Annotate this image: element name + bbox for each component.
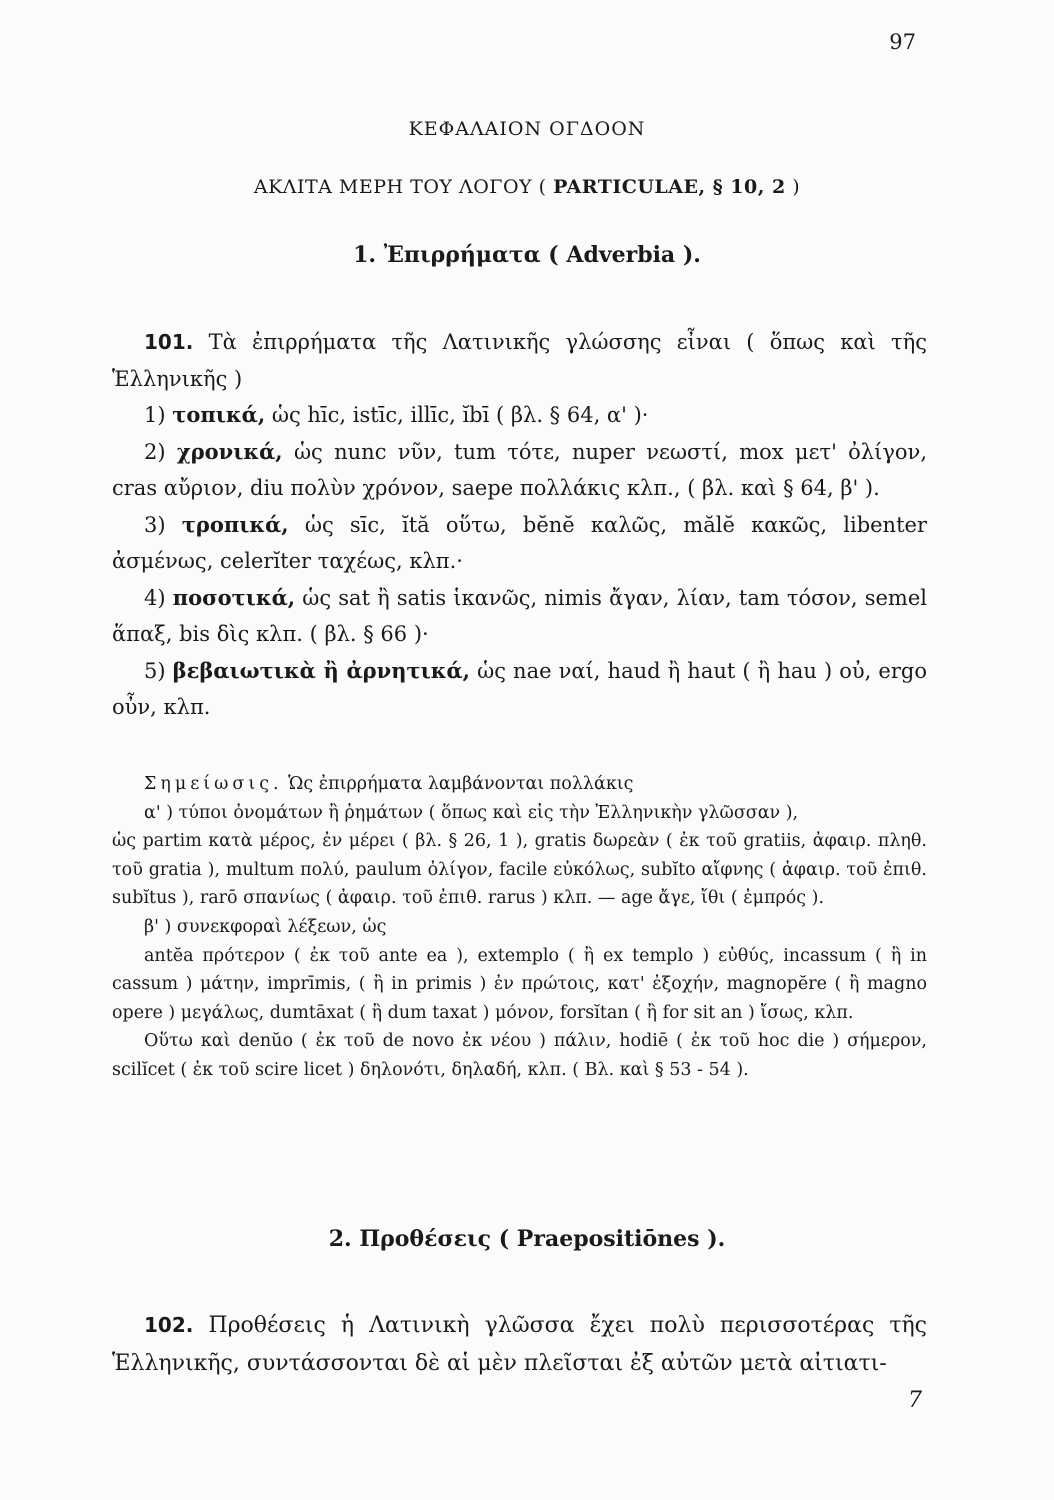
list-item [112,397,927,434]
paragraph-102 [112,1306,927,1383]
list-item-text: ὡς hīc, istīc, illīc, ĭbī ( βλ. § 64, α' )· [265,403,649,427]
list-item [112,580,927,653]
chapter-subtitle-greek: ΑΚΛΙΤΑ ΜΕΡΗ ΤΟΥ ΛΟΓΟΥ ( [253,176,547,198]
list-item-text: ὡς sat ἢ satis ἱκανῶς, nimis ἄγαν, λίαν, tam τόσον, semel ἅπαξ, bis δὶς κλπ. ( βλ. § 66 )· [112,585,927,646]
list-item [112,507,927,580]
list-item-term: τοπικά, [172,402,266,427]
signature-mark: 7 [908,1388,922,1413]
list-item-term: χρονικά, [176,438,283,464]
list-item [112,653,927,726]
chapter-subtitle-close: ) [792,176,801,198]
paragraph-number: 101. [144,330,194,354]
list-item-term: βεβαιωτικὰ ἢ ἀρνητικά, [172,657,470,683]
list-item-text: ὡς nae ναί, haud ἢ haut ( ἢ hau ) οὐ, ergo οὖν, κλπ. [112,658,927,719]
section-heading-adverbia: 1. Ἐπιρρήματα ( Adverbia ). [353,242,701,268]
list-item-number: 4) [144,585,166,610]
list-item-number: 1) [144,403,166,427]
list-item-number: 5) [144,658,166,683]
paragraph-text: Τὰ ἐπιρρήματα τῆς Λατινικῆς γλώσσης εἶναι ( ὅπως καὶ τῆς Ἑλληνικῆς ) [112,330,927,391]
paragraph-text: Προθέσεις ἡ Λατινικὴ γλῶσσα ἔχει πολὺ περισσοτέρας τῆς Ἑλληνικῆς, συντάσσονται δὲ αἱ μὲν πλεῖσται ἐξ αὐτῶν μετὰ αἰτιατι- [112,1313,927,1376]
list-item-term: τροπικά, [181,511,289,537]
list-item [112,434,927,507]
chapter-title: ΚΕΦΑΛΑΙΟΝ ΟΓΔΟΟΝ [408,118,646,140]
note-block [112,770,927,1085]
note-a-text: ὡς partim κατὰ μέρος, ἐν μέρει ( βλ. § 26, 1 ), gratis δωρεὰν ( ἐκ τοῦ gratiis, ἀφαιρ. πληθ. τοῦ gratia ), multum πολύ, paulum ὀλίγον, facile εὐκόλως, subĭto αἴφνης ( ἀφαιρ. τοῦ ἐπιθ. subĭtus ), rarō σπανίως ( ἀφαιρ. τοῦ ἐπιθ. rarus ) κλπ. — age ἄγε, ἴθι ( ἐμπρός ). [112,831,927,909]
list-item-number: 3) [144,512,166,537]
chapter-subtitle [0,176,1054,198]
list-item-term: ποσοτικά, [172,584,296,610]
list-item-text: ὡς sīc, ĭtă οὕτω, bĕnĕ καλῶς, mălĕ κακῶς, libenter ἀσμένως, celerĭter ταχέως, κλπ.· [112,512,927,573]
note-b-text: antĕa πρότερον ( ἐκ τοῦ ante ea ), extemplo ( ἢ ex templo ) εὐθύς, incassum ( ἢ in cassum ) μάτην, imprīmis, ( ἢ in primis ) ἐν πρώτοις, κατ' ἐξοχήν, magnopĕre ( ἢ magno opere ) μεγάλως, dumtāxat ( ἢ dum taxat ) μόνον, forsĭtan ( ἢ for sit an ) ἴσως, κλπ. [112,945,927,1023]
paragraph-101 [112,324,927,726]
list-item-text: ὡς nunc νῦν, tum τότε, nuper νεωστί, mox μετ' ὀλίγον, cras αὔριον, diu πολὺν χρόνον, saepe πολλάκις κλπ., ( βλ. καὶ § 64, β' ). [112,439,927,500]
list-item-number: 2) [144,439,166,464]
paragraph-101-intro [112,324,927,397]
note-b-heading: β' ) συνεκφοραὶ λέξεων, ὡς [144,916,387,937]
note-intro [112,770,927,799]
note-a-heading: α' ) τύποι ὀνομάτων ἢ ῥημάτων ( ὅπως καὶ εἰς τὴν Ἑλληνικὴν γλῶσσαν ), [144,802,799,823]
paragraph-102-text [112,1306,927,1383]
chapter-subtitle-latin: PARTICULAE, § 10, 2 [553,176,786,198]
page-number: 97 [889,30,916,54]
note-c-text: Οὕτω καὶ denŭo ( ἐκ τοῦ de novo ἐκ νέου ) πάλιν, hodiē ( ἐκ τοῦ hoc die ) σήμερον, scilĭcet ( ἐκ τοῦ scire licet ) δηλονότι, δηλαδή, κλπ. ( Βλ. καὶ § 53 - 54 ). [112,1031,927,1080]
note-label: Σημείωσις. [144,774,283,794]
paragraph-number: 102. [144,1313,194,1337]
section-heading-praepositiones: 2. Προθέσεις ( Praepositiōnes ). [328,1226,726,1252]
note-intro-text: Ὡς ἐπιρρήματα λαμβάνονται πολλάκις [282,774,634,794]
